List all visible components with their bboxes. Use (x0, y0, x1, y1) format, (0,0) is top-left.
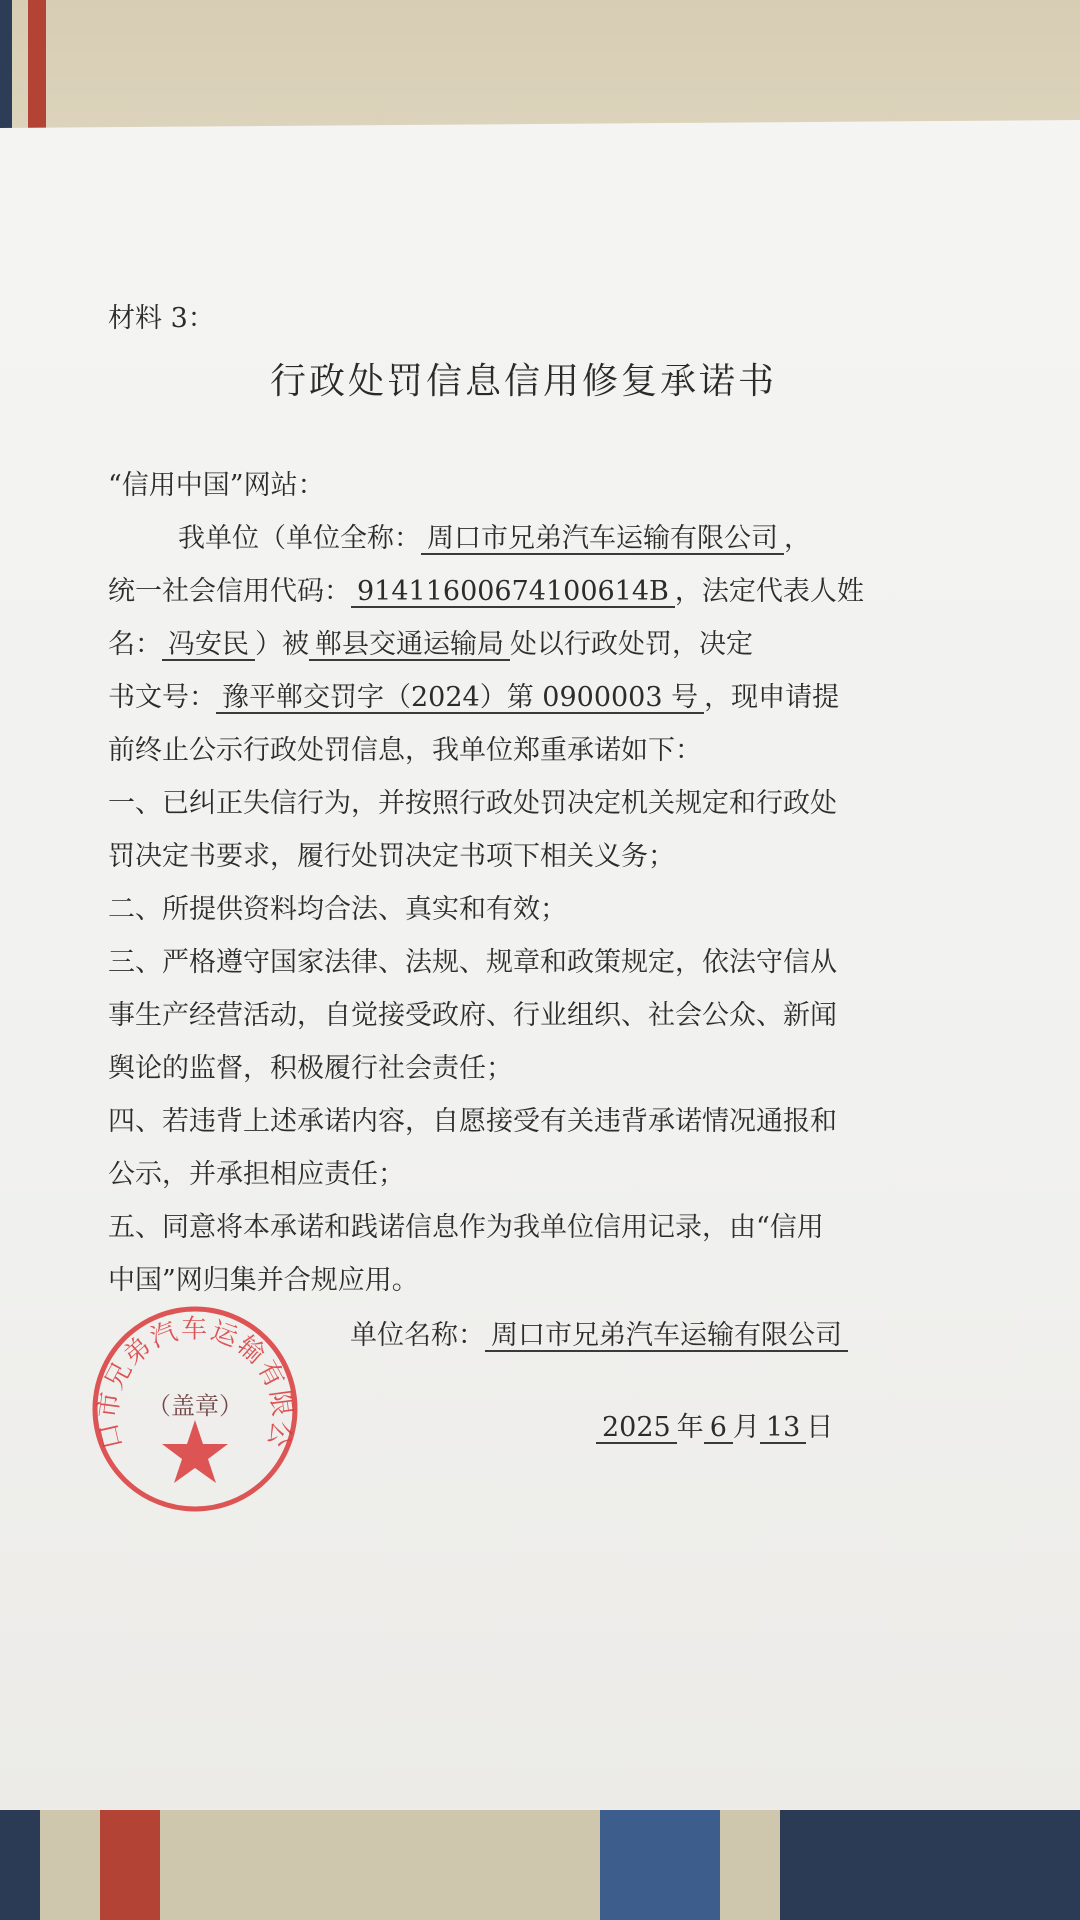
para1-line5: 前终止公示行政处罚信息，我单位郑重承诺如下： (108, 735, 702, 766)
item5-line1: 五、同意将本承诺和践诺信息作为我单位信用记录，由“信用 (108, 1212, 824, 1243)
background-stripe (0, 0, 12, 150)
svg-text:周口市兄弟汽车运输有限公司: 口市兄弟汽车运输有限公 (93, 1314, 297, 1453)
para1-line2 (108, 576, 864, 608)
date-month: 6 (704, 1414, 733, 1444)
text-segment: ，现申请提 (704, 682, 840, 713)
date-year-suffix: 年 (676, 1412, 704, 1443)
text-segment: 书文号： (108, 682, 216, 713)
item1-line2: 罚决定书要求，履行处罚决定书项下相关义务； (108, 841, 675, 872)
document-title: 行政处罚信息信用修复承诺书 (270, 361, 778, 402)
item2: 二、所提供资料均合法、真实和有效； (108, 894, 567, 925)
date-year: 2025 (596, 1414, 677, 1444)
text-segment: 处以行政处罚，决定 (510, 629, 753, 660)
date-day-suffix: 日 (806, 1412, 834, 1443)
company-seal-stamp (88, 1302, 302, 1516)
unit-name-label: 单位名称： (350, 1320, 485, 1351)
signature-unit-line (350, 1320, 848, 1352)
item5-line2: 中国”网归集并合规应用。 (108, 1265, 419, 1296)
legal-representative: 冯安民 (162, 631, 255, 661)
item4-line1: 四、若违背上述承诺内容，自愿接受有关违背承诺情况通报和 (108, 1106, 837, 1137)
seal-graphic (88, 1302, 302, 1516)
svg-text:（盖章）: （盖章） (147, 1392, 243, 1420)
credit-code: 91411600674100614B (351, 578, 675, 608)
item4-line2: 公示，并承担相应责任； (108, 1159, 405, 1190)
para1-line3 (108, 629, 753, 661)
background-stripe (28, 0, 46, 150)
text-segment: 名： (108, 629, 162, 660)
date-day: 13 (760, 1414, 806, 1444)
text-segment: ， (784, 523, 811, 554)
signature-date (596, 1412, 833, 1444)
para1-line4 (108, 682, 839, 714)
company-full-name: 周口市兄弟汽车运输有限公司 (421, 525, 784, 555)
text-segment: 统一社会信用代码： (108, 576, 351, 607)
date-month-suffix: 月 (732, 1412, 760, 1443)
item3-line2: 事生产经营活动，自觉接受政府、行业组织、社会公众、新闻 (108, 1000, 837, 1031)
material-label: 材料 3： (108, 303, 215, 334)
text-segment: ）被 (255, 629, 309, 660)
item3-line1: 三、严格遵守国家法律、法规、规章和政策规定，依法守信从 (108, 947, 837, 978)
decision-number: 豫平郸交罚字（2024）第 0900003 号 (216, 684, 704, 714)
item3-line3: 舆论的监督，积极履行社会责任； (108, 1053, 513, 1084)
unit-name-value: 周口市兄弟汽车运输有限公司 (485, 1322, 848, 1352)
salutation: “信用中国”网站： (108, 470, 325, 501)
penalty-authority: 郸县交通运输局 (309, 631, 510, 661)
text-segment: ，法定代表人姓 (674, 576, 864, 607)
text-segment: 我单位（单位全称： (178, 523, 421, 554)
item1-line1: 一、已纠正失信行为，并按照行政处罚决定机关规定和行政处 (108, 788, 837, 819)
para1-line1 (178, 523, 811, 555)
